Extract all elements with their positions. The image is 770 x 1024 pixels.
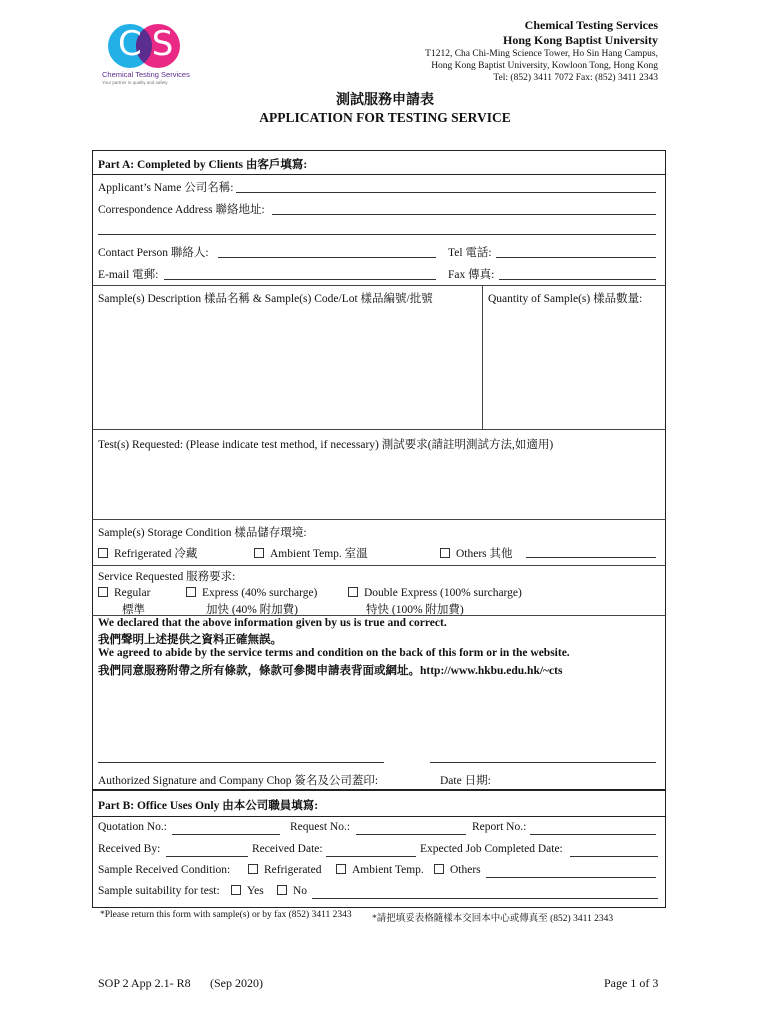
tests-requested-area[interactable] xyxy=(98,452,658,516)
expected-completion-field[interactable] xyxy=(570,856,658,857)
address-line-2: Hong Kong Baptist University, Kowloon Tong, Hong Kong xyxy=(431,61,658,71)
received-date-field[interactable] xyxy=(326,856,416,857)
condition-others xyxy=(434,864,481,876)
signature-label: Authorized Signature and Company Chop 簽名及公司蓋印: xyxy=(98,775,379,787)
quantity-area[interactable] xyxy=(488,306,660,424)
declaration-english: We declared that the above information given by us is true and correct. xyxy=(98,617,447,629)
request-no-label: Request No.: xyxy=(290,821,351,833)
storage-ambient-label: Ambient Temp. 室溫 xyxy=(270,548,368,560)
storage-section-divider xyxy=(92,519,666,520)
applicant-name-field[interactable] xyxy=(236,192,656,193)
suitability-no-checkbox[interactable] xyxy=(277,885,287,895)
storage-others xyxy=(440,545,513,561)
fax-field[interactable] xyxy=(499,279,656,280)
service-express-checkbox[interactable] xyxy=(186,587,196,597)
logo-tagline: Your partner in quality and safety xyxy=(102,80,168,85)
service-double-express-label: Double Express (100% surcharge) xyxy=(364,587,522,599)
received-by-label: Received By: xyxy=(98,843,161,855)
storage-refrigerated xyxy=(98,545,197,561)
storage-ambient-checkbox[interactable] xyxy=(254,548,264,558)
service-express-zh: 加快 (40% 附加費) xyxy=(206,604,298,616)
service-double-express-zh: 特快 (100% 附加費) xyxy=(366,604,464,616)
condition-refrigerated xyxy=(248,864,321,876)
service-express xyxy=(186,587,317,599)
suitability-no xyxy=(277,885,307,897)
storage-ambient xyxy=(254,545,368,561)
sample-description-label: Sample(s) Description 樣品名稱 & Sample(s) Code/Lot 樣品編號/批號 xyxy=(98,293,433,305)
quantity-label: Quantity of Sample(s) 樣品數量: xyxy=(488,293,643,305)
suitability-no-field[interactable] xyxy=(312,898,658,899)
condition-ambient-checkbox[interactable] xyxy=(336,864,346,874)
return-note-english: *Please return this form with sample(s) or by fax (852) 3411 2343 xyxy=(100,910,352,920)
received-date-label: Received Date: xyxy=(252,843,323,855)
declaration-section-divider xyxy=(92,615,666,616)
service-regular-label: Regular xyxy=(114,587,151,599)
expected-completion-label: Expected Job Completed Date: xyxy=(420,843,563,855)
address-line-1: T1212, Cha Chi-Ming Science Tower, Ho Sin Hang Campus, xyxy=(425,49,658,59)
received-by-field[interactable] xyxy=(166,856,248,857)
sample-description-area[interactable] xyxy=(98,306,478,424)
storage-others-field[interactable] xyxy=(526,557,656,558)
sample-section-divider xyxy=(92,285,666,286)
service-regular-checkbox[interactable] xyxy=(98,587,108,597)
request-no-field[interactable] xyxy=(356,834,466,835)
university-name: Hong Kong Baptist University xyxy=(502,33,658,47)
document-date: (Sep 2020) xyxy=(210,976,263,990)
address-label: Correspondence Address 聯絡地址: xyxy=(98,204,265,216)
agreement-chinese: 我們同意服務附帶之所有條款，條款可參閱申請表背面或網址。http://www.hkbu.edu.hk/~cts xyxy=(98,665,563,677)
return-note-chinese: *請把填妥表格隨樣本交回本中心或傳真至 (852) 3411 2343 xyxy=(372,914,614,924)
email-label: E-mail 電郵: xyxy=(98,269,159,281)
suitability-yes-checkbox[interactable] xyxy=(231,885,241,895)
tel-field[interactable] xyxy=(496,257,656,258)
part-b-heading-divider xyxy=(92,816,666,817)
contact-person-field[interactable] xyxy=(218,257,436,258)
report-no-label: Report No.: xyxy=(472,821,527,833)
fax-label: Fax 傳真: xyxy=(448,269,495,281)
condition-others-checkbox[interactable] xyxy=(434,864,444,874)
condition-ambient-label: Ambient Temp. xyxy=(352,864,424,876)
declaration-chinese: 我們聲明上述提供之資料正確無誤。 xyxy=(98,634,282,646)
storage-others-checkbox[interactable] xyxy=(440,548,450,558)
date-label: Date 日期: xyxy=(440,775,491,787)
document-code: SOP 2 App 2.1- R8 xyxy=(98,976,191,990)
received-condition-label: Sample Received Condition: xyxy=(98,864,231,876)
condition-refrigerated-label: Refrigerated xyxy=(264,864,322,876)
part-b-heading: Part B: Office Uses Only 由本公司職員填寫: xyxy=(98,800,319,812)
service-regular-zh: 標準 xyxy=(122,604,145,616)
service-regular xyxy=(98,587,150,599)
quantity-column-divider xyxy=(482,285,483,429)
condition-others-field[interactable] xyxy=(486,877,656,878)
tests-requested-label: Test(s) Requested: (Please indicate test method, if necessary) 測試要求(請註明測試方法,如適用) xyxy=(98,439,554,451)
contact-person-label: Contact Person 聯絡人: xyxy=(98,247,209,259)
suitability-label: Sample suitability for test: xyxy=(98,885,220,897)
condition-ambient xyxy=(336,864,424,876)
address-field-1[interactable] xyxy=(272,214,656,215)
page-number: Page 1 of 3 xyxy=(604,976,659,990)
agreement-english: We agreed to abide by the service terms and condition on the back of this form or in the website. xyxy=(98,647,570,659)
service-requested-label: Service Requested 服務要求: xyxy=(98,571,236,583)
org-name: Chemical Testing Services xyxy=(524,18,658,32)
storage-condition-label: Sample(s) Storage Condition 樣品儲存環境: xyxy=(98,527,307,539)
storage-others-label: Others 其他 xyxy=(456,548,513,560)
contact-line: Tel: (852) 3411 7072 Fax: (852) 3411 2343 xyxy=(493,73,658,83)
date-field[interactable] xyxy=(430,762,656,763)
applicant-name-label: Applicant’s Name 公司名稱: xyxy=(98,182,234,194)
title-chinese: 測試服務申請表 xyxy=(336,92,434,108)
part-a-heading-divider xyxy=(92,174,666,175)
service-express-label: Express (40% surcharge) xyxy=(202,587,318,599)
condition-refrigerated-checkbox[interactable] xyxy=(248,864,258,874)
report-no-field[interactable] xyxy=(530,834,656,835)
signature-field[interactable] xyxy=(98,762,384,763)
storage-refrigerated-label: Refrigerated 冷藏 xyxy=(114,548,198,560)
service-double-express xyxy=(348,587,522,599)
condition-others-label: Others xyxy=(450,864,481,876)
address-field-2[interactable] xyxy=(98,234,656,235)
logo-letters: CS xyxy=(118,24,184,64)
quotation-no-label: Quotation No.: xyxy=(98,821,167,833)
storage-refrigerated-checkbox[interactable] xyxy=(98,548,108,558)
suitability-yes xyxy=(231,885,264,897)
title-english: APPLICATION FOR TESTING SERVICE xyxy=(259,110,511,125)
cts-logo xyxy=(102,18,192,90)
logo-caption: Chemical Testing Services xyxy=(102,70,190,79)
quotation-no-field[interactable] xyxy=(172,834,280,835)
suitability-yes-label: Yes xyxy=(247,885,264,897)
service-section-divider xyxy=(92,565,666,566)
part-a-heading: Part A: Completed by Clients 由客戶填寫: xyxy=(98,159,308,171)
tel-label: Tel 電話: xyxy=(448,247,492,259)
tests-section-divider xyxy=(92,429,666,430)
service-double-express-checkbox[interactable] xyxy=(348,587,358,597)
suitability-no-label: No xyxy=(293,885,308,897)
email-field[interactable] xyxy=(164,279,436,280)
